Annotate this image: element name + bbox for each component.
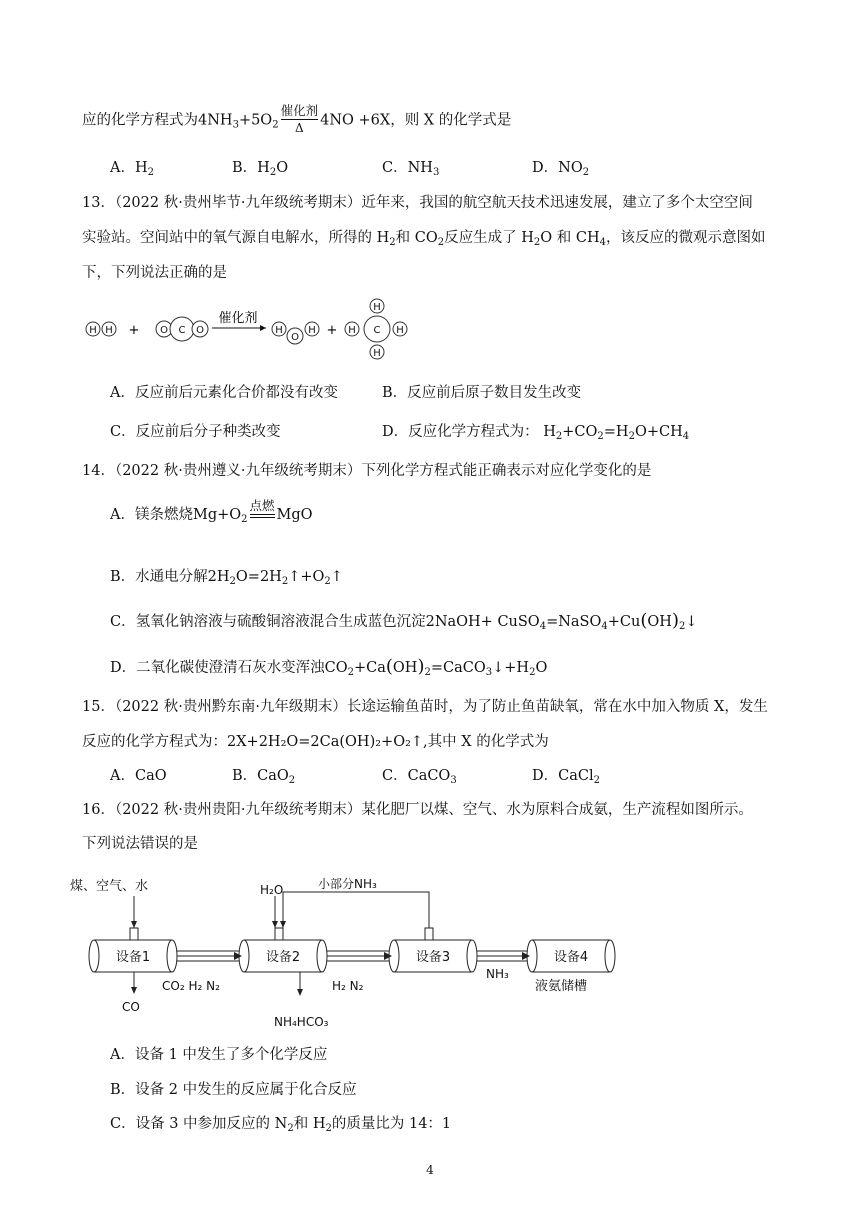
q14-option-c: C．氢氧化钠溶液与硫酸铜溶液混合生成蓝色沉淀2NaOH+ $CuSO_4=NaSO_4+Cu(OH)_2↓$	[110, 610, 698, 632]
q12-option-d: D．$NO_2$	[532, 160, 590, 178]
q15-option-d: D．CaCl$_2$	[532, 768, 600, 786]
plus-sign: +	[326, 323, 338, 338]
svg-text:H: H	[373, 348, 381, 359]
q13-molecule-diagram	[80, 292, 420, 364]
q15-stem-line1: 15．（2022 秋·贵州黔东南·九年级期末）长途运输鱼苗时，为了防止鱼苗缺氧，常在水中加入物质 X，发生	[82, 699, 768, 715]
q13-option-b: B．反应前后原子数目发生改变	[382, 385, 582, 401]
svg-text:O: O	[196, 325, 204, 336]
q13-stem-line1: 13．（2022 秋·贵州毕节·九年级统考期末）近年来，我国的航空航天技术迅速发展，建立了多个太空空间	[82, 195, 753, 211]
q13-option-c: C．反应前后分子种类改变	[110, 424, 281, 440]
q15-option-a: A．CaO	[110, 768, 167, 784]
device-1: 设备1	[115, 950, 151, 965]
q14-option-b: B．水通电分解$2H_2O=2H_2↑+O_2↑$	[110, 569, 343, 587]
svg-text:O: O	[160, 325, 168, 336]
q15-option-b: B．CaO$_2$	[232, 768, 296, 786]
page-number: 4	[426, 1163, 434, 1177]
svg-text:H: H	[89, 325, 97, 336]
svg-text:H: H	[348, 325, 356, 336]
flow-ammonia-tank: 液氨储槽	[535, 979, 588, 994]
q13-stem-line3: 下，下列说法正确的是	[82, 265, 227, 281]
q14-stem: 14．（2022 秋·贵州遵义·九年级统考期末）下列化学方程式能正确表示对应化学变化的是	[82, 463, 652, 479]
q16-stem-line2: 下列说法错误的是	[82, 836, 198, 852]
device-2: 设备2	[265, 950, 301, 965]
svg-text:H: H	[373, 302, 381, 313]
q13-option-d: D．反应化学方程式为： $H_2+CO_2=H_2O+CH_4$	[382, 424, 690, 442]
svg-text:H: H	[396, 325, 404, 336]
flow-h2o: H₂O	[260, 883, 284, 897]
flow-co: CO	[122, 1000, 140, 1014]
q16-option-a: A．设备 1 中发生了多个化学反应	[110, 1047, 328, 1063]
q16-flow-diagram	[70, 866, 630, 1036]
q12-option-c: C．$NH_3$	[382, 160, 440, 178]
svg-text:H: H	[105, 325, 113, 336]
q15-stem-line2: 反应的化学方程式为：2X+2H₂O=2Ca(OH)₂+O₂↑,其中 X 的化学式为	[82, 734, 549, 750]
device-3: 设备3	[415, 950, 451, 965]
catalyst-label: 催化剂	[218, 311, 258, 326]
svg-text:H: H	[308, 325, 316, 336]
q14-option-a: A．镁条燃烧$Mg+O_2$ 点燃 MgO	[110, 498, 313, 525]
q16-stem-line1: 16．（2022 秋·贵州贵阳·九年级统考期末）某化肥厂以煤、空气、水为原料合成氨，生产流程如图所示。	[82, 802, 753, 818]
plus-sign: +	[128, 323, 140, 338]
q12-condition: 催化剂 Δ	[280, 103, 319, 135]
q12-stem: 应的化学方程式为$4NH_3+5O_2$ 催化剂 Δ 4NO +6X，则 X 的化学式是	[82, 103, 512, 135]
q13-option-a: A．反应前后元素化合价都没有改变	[110, 385, 338, 401]
svg-text:C: C	[373, 325, 381, 336]
flow-co2-h2-n2: CO₂ H₂ N₂	[162, 979, 220, 993]
q13-stem-line2: 实验站。空间站中的氧气源自电解水，所得的 $H_2$和 $CO_2$反应生成了 $H_2O$ 和 $CH_4$，该反应的微观示意图如	[82, 230, 766, 248]
svg-text:C: C	[178, 325, 186, 336]
flow-nh3: NH₃	[486, 967, 509, 981]
flow-raw-materials: 煤、空气、水	[70, 879, 149, 894]
flow-h2-n2: H₂ N₂	[332, 979, 364, 993]
q12-option-a: A．$H_2$	[110, 160, 154, 178]
svg-text:O: O	[291, 332, 299, 343]
q12-option-b: B．$H_2O$	[232, 160, 289, 178]
q14-option-d: D．二氧化碳使澄清石灰水变浑浊$CO_2+Ca(OH)_2=CaCO_3↓+H_2O$	[110, 656, 548, 678]
flow-recycle-nh3: 小部分NH₃	[318, 877, 377, 891]
q15-option-c: C．CaCO$_3$	[382, 768, 457, 786]
device-4: 设备4	[553, 950, 589, 965]
flow-nh4hco3: NH₄HCO₃	[274, 1015, 329, 1029]
q16-option-b: B．设备 2 中发生的反应属于化合反应	[110, 1082, 357, 1098]
q16-option-c: C．设备 3 中参加反应的 $N_2$和 $H_2$的质量比为 14：1	[110, 1116, 452, 1134]
svg-text:H: H	[275, 325, 283, 336]
